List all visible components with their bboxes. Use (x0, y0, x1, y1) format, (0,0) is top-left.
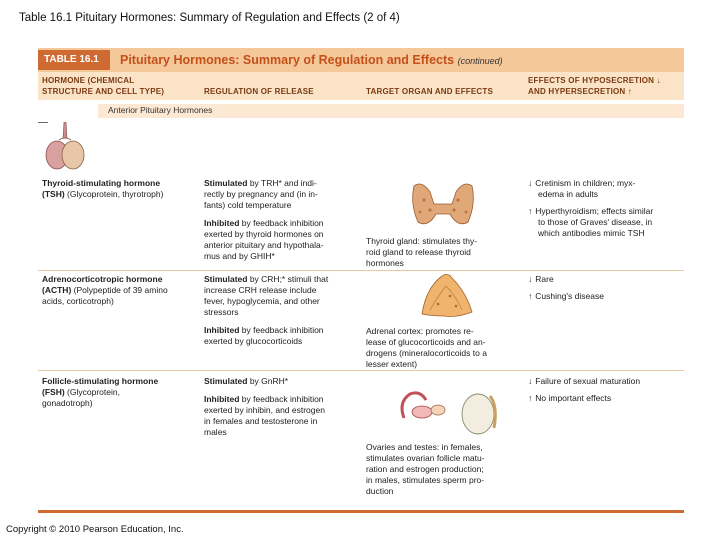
tsh-regulation-cell (204, 178, 364, 262)
pituitary-gland-illustration (42, 122, 88, 174)
acth-inhib-2: exerted by glucocorticoids (204, 336, 303, 346)
fsh-effects-cell (528, 376, 682, 404)
header-target: TARGET ORGAN AND EFFECTS (366, 87, 494, 96)
tsh-abbrev: (TSH) (42, 189, 65, 199)
tsh-effects-cell (528, 178, 682, 239)
acth-abbrev: (ACTH) (42, 285, 72, 295)
slide-title: Table 16.1 Pituitary Hormones: Summary of Regulation and Effects (2 of 4) (19, 12, 400, 24)
acth-hypo-1: Rare (535, 274, 554, 284)
acth-target-1: Adrenal cortex: promotes re- (366, 326, 474, 336)
fsh-hyper-arrow: ↑ (528, 393, 533, 403)
acth-detail-1: (Polypeptide of 39 amino (71, 285, 168, 295)
acth-target-4: lesser extent) (366, 359, 418, 369)
fsh-inhib-1: by feedback inhibition (239, 394, 324, 404)
section-anterior-pituitary (98, 104, 684, 118)
tsh-target-1: Thyroid gland: stimulates thy- (366, 236, 478, 246)
tsh-detail: (Glycoprotein, thyrotroph) (64, 189, 164, 199)
header-effects-line2: AND HYPERSECRETION ↑ (528, 87, 633, 96)
acth-regulation-cell (204, 274, 364, 347)
section-label: Anterior Pituitary Hormones (108, 105, 213, 115)
table-header-row (38, 72, 684, 100)
header-hormone (42, 75, 164, 97)
fsh-stim-label: Stimulated (204, 376, 248, 386)
table-title-text: Pituitary Hormones: Summary of Regulation and Effects (120, 53, 455, 67)
fsh-target-4: in males, stimulates sperm pro- (366, 475, 485, 485)
header-effects-line1: EFFECTS OF HYPOSECRETION ↓ (528, 76, 661, 85)
fsh-inhib-label: Inhibited (204, 394, 240, 404)
acth-target-3: drogens (mineralocorticoids to a (366, 348, 487, 358)
ovary-testis-illustration (396, 382, 506, 438)
tsh-hormone-cell (42, 178, 202, 200)
fsh-hypo-1: Failure of sexual maturation (535, 376, 641, 386)
tsh-inhib-2: exerted by thyroid hormones on (204, 229, 324, 239)
header-regulation: REGULATION OF RELEASE (204, 87, 314, 96)
acth-inhib-label: Inhibited (204, 325, 240, 335)
fsh-abbrev: (FSH) (42, 387, 65, 397)
fsh-target-1: Ovaries and testes: in females, (366, 442, 483, 452)
fsh-target-3: ration and estrogen production; (366, 464, 484, 474)
tsh-stim-3: fants) cold temperature (204, 200, 292, 210)
fsh-target-5: duction (366, 486, 394, 496)
tsh-stim-label: Stimulated (204, 178, 248, 188)
acth-inhib-1: by feedback inhibition (239, 325, 324, 335)
tsh-hyper-arrow: ↑ (528, 206, 533, 216)
acth-hypo-arrow: ↓ (528, 274, 533, 284)
acth-stim-4: stressors (204, 307, 239, 317)
row-separator-1 (38, 270, 684, 271)
acth-stim-3: fever, hypoglycemia, and other (204, 296, 320, 306)
fsh-inhib-3: in females and testosterone in (204, 416, 318, 426)
tsh-name-line1: Thyroid-stimulating hormone (42, 178, 161, 188)
acth-hormone-cell (42, 274, 202, 307)
tsh-hypo-arrow: ↓ (528, 178, 533, 188)
tsh-hyper-3: which antibodies mimic TSH (538, 228, 645, 238)
fsh-hormone-cell (42, 376, 202, 409)
fsh-target-2: stimulates ovarian follicle matu- (366, 453, 485, 463)
tsh-hyper-1: Hyperthyroidism; effects similar (535, 206, 654, 216)
header-hormone-line2: STRUCTURE AND CELL TYPE) (42, 87, 165, 96)
tsh-target-2: roid gland to release thyroid (366, 247, 471, 257)
row-separator-2 (38, 370, 684, 371)
tsh-inhib-3: anterior pituitary and hypothala- (204, 240, 324, 250)
copyright-notice: Copyright © 2010 Pearson Education, Inc. (6, 524, 184, 535)
fsh-stim-1: by GnRH* (247, 376, 289, 386)
fsh-hyper-1: No important effects (535, 393, 612, 403)
tsh-inhib-1: by feedback inhibition (239, 218, 324, 228)
fsh-inhib-2: exerted by inhibin, and estrogen (204, 405, 325, 415)
header-hormone-line1: HORMONE (CHEMICAL (42, 76, 135, 85)
acth-name-line1: Adrenocorticotropic hormone (42, 274, 163, 284)
acth-target-2: lease of glucocorticoids and an- (366, 337, 486, 347)
fsh-detail-2: gonadotroph) (42, 398, 93, 408)
adrenal-gland-illustration (416, 270, 476, 320)
pituitary-hormones-table (38, 48, 684, 514)
table-title (120, 51, 503, 70)
tsh-stim-2: rectly by pregnancy and (in in- (204, 189, 318, 199)
tsh-target-3: hormones (366, 258, 404, 268)
fsh-detail-1: (Glycoprotein, (64, 387, 120, 397)
acth-detail-2: acids, corticotroph) (42, 296, 114, 306)
header-effects (528, 75, 661, 97)
acth-hyper-1: Cushing's disease (535, 291, 604, 301)
tsh-hypo-1: Cretinism in children; myx- (535, 178, 636, 188)
fsh-target-cell (366, 442, 530, 497)
tsh-hypo-2: edema in adults (538, 189, 599, 199)
thyroid-gland-illustration (408, 178, 478, 230)
acth-effects-cell (528, 274, 682, 302)
acth-stim-label: Stimulated (204, 274, 248, 284)
table-number-label: TABLE 16.1 (38, 50, 110, 70)
acth-stim-1: by CRH;* stimuli that (247, 274, 329, 284)
tsh-inhib-4: mus and by GHIH* (204, 251, 275, 261)
acth-target-cell (366, 326, 526, 370)
tsh-stim-1: by TRH* and indi- (247, 178, 317, 188)
tsh-hyper-2: to those of Graves' disease, in (538, 217, 653, 227)
acth-stim-2: increase CRH release include (204, 285, 317, 295)
tsh-target-cell (366, 236, 526, 269)
fsh-regulation-cell (204, 376, 364, 438)
fsh-inhib-4: males (204, 427, 227, 437)
fsh-hypo-arrow: ↓ (528, 376, 533, 386)
table-bottom-rule (38, 510, 684, 513)
acth-hyper-arrow: ↑ (528, 291, 533, 301)
fsh-name-line1: Follicle-stimulating hormone (42, 376, 159, 386)
table-title-bar (38, 48, 684, 72)
table-continued-label: (continued) (457, 56, 503, 66)
tsh-inhib-label: Inhibited (204, 218, 240, 228)
